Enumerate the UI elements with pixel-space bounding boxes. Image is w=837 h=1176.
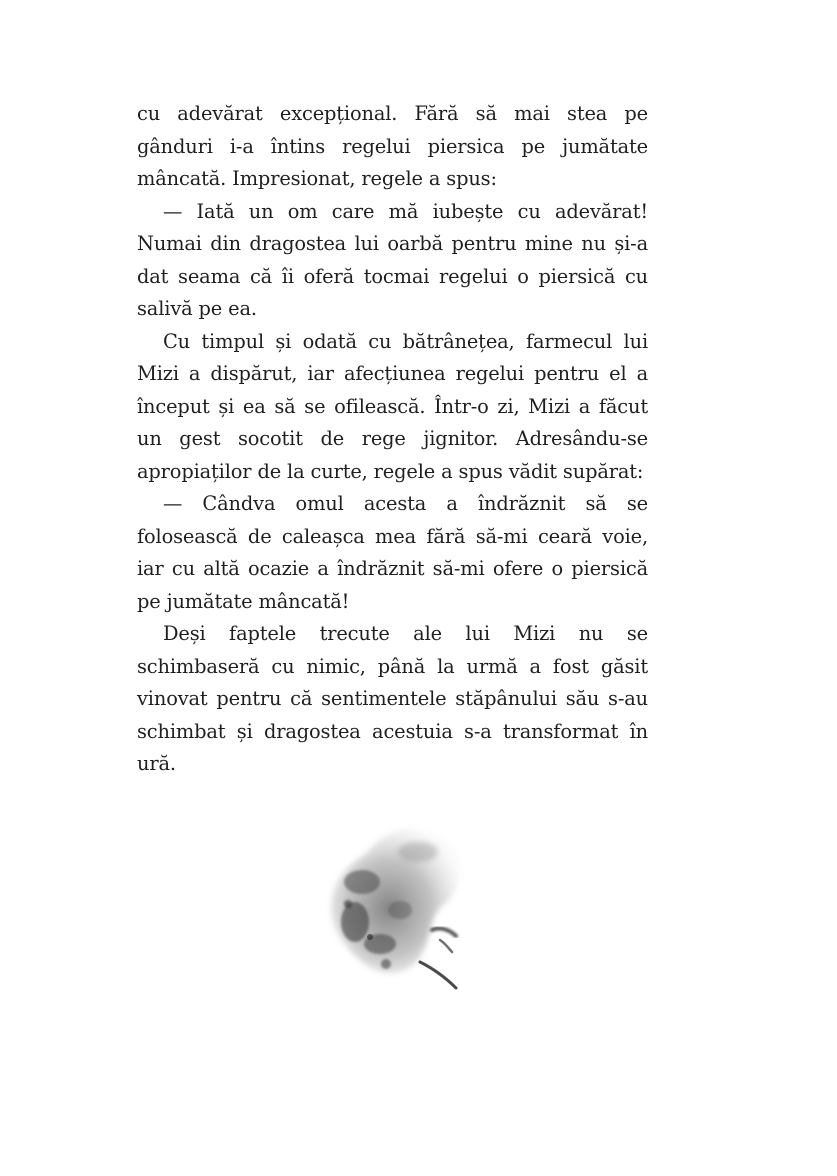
paragraph-5: Deși faptele trecute ale lui Mizi nu se schimbaseră cu nimic, până la urmă a fost găsit vinovat pentru că sentimentele stăpânului său s-au schimbat și dragostea acestuia s-a transformat în ură. bbox=[137, 622, 648, 775]
paragraph-2: — Iată un om care mă iubește cu adevărat! Numai din dragostea lui oarbă pentru mine nu și-a dat seama că îi oferă tocmai regelui o piersică cu salivă pe ea. bbox=[137, 199, 648, 320]
paragraph-1: cu adevărat excepțional. Fără să mai stea pe gânduri i-a întins regelui piersica pe jumătate mâncată. Impresionat, regele a spus: bbox=[137, 102, 648, 190]
paragraph-3: Cu timpul și odată cu bătrânețea, farmecul lui Mizi a dispărut, iar afecțiunea regelui pentru el a început și ea să se ofilească. Într-o zi, Mizi a făcut un gest socotit de rege jignitor. Adresându-se apropiaților de la curte, regele a spus vădit supărat: bbox=[137, 329, 648, 483]
body-text bbox=[137, 98, 648, 781]
paragraph-4: — Cândva omul acesta a îndrăznit să se folosească de caleașca mea fără să-mi ceară voie, iar cu altă ocazie a îndrăznit să-mi ofere o piersică pe jumătate mâncată! bbox=[137, 492, 648, 613]
ink-wash-peach-icon bbox=[300, 812, 500, 1002]
